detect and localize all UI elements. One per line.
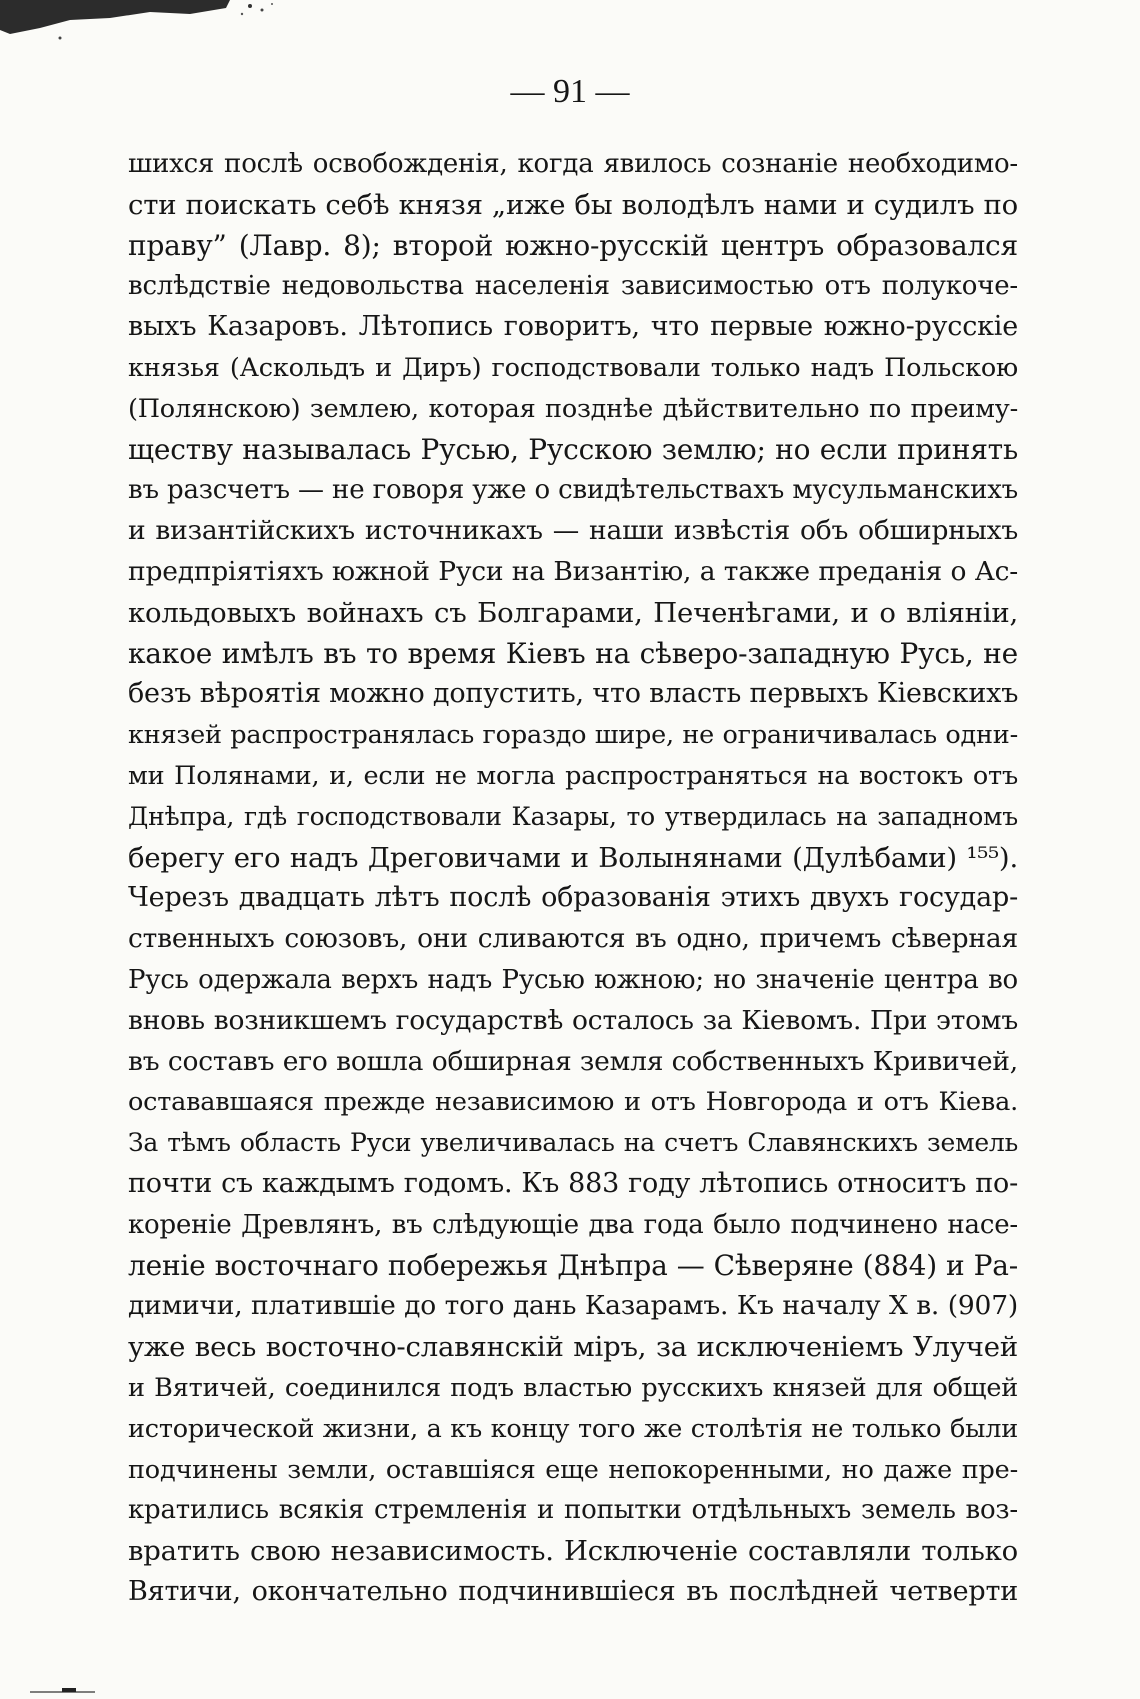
text-line: Вятичи, окончательно подчинившіеся въ послѣдней четверти bbox=[128, 1575, 1018, 1607]
text-line: безъ вѣроятія можно допустить, что власть первыхъ Кіевскихъ bbox=[128, 678, 1018, 710]
text-line: уже весь восточно-славянскій міръ, за исключеніемъ Улучей bbox=[128, 1331, 1018, 1364]
text-line: За тѣмъ область Руси увеличивалась на счетъ Славянскихъ земель bbox=[128, 1128, 1018, 1158]
text-line: остававшаяся прежде независимою и отъ Новгорода и отъ Кіева. bbox=[128, 1087, 1018, 1118]
body-text bbox=[128, 144, 1018, 1613]
text-line: берегу его надъ Дреговичами и Волынянами (Дулѣбами) ¹⁵⁵). bbox=[128, 841, 1018, 874]
text-line: князей распространялась гораздо шире, не ограничивалась одни- bbox=[128, 720, 1018, 751]
text-line: сти поискать себѣ князя „иже бы володѣлъ нами и судилъ по bbox=[128, 188, 1018, 221]
text-line: ми Полянами, и, если не могла распространяться на востокъ отъ bbox=[128, 760, 1018, 791]
page-number: — 91 — bbox=[510, 73, 630, 110]
text-line: Русь одержала верхъ надъ Русью южною; но значеніе центра во bbox=[128, 964, 1018, 995]
text-line: вратить свою независимость. Исключеніе составляли только bbox=[128, 1535, 1018, 1568]
text-line: въ разсчетъ — не говоря уже о свидѣтельствахъ мусульманскихъ bbox=[128, 475, 1018, 506]
text-line: ществу называлась Русью, Русскою землю; но если принять bbox=[128, 432, 1018, 466]
text-line: ственныхъ союзовъ, они сливаются въ одно, причемъ сѣверная bbox=[128, 923, 1018, 955]
text-line: исторической жизни, а къ концу того же столѣтія не только были bbox=[128, 1413, 1018, 1444]
text-line: и Вятичей, соединился подъ властью русскихъ князей для общей bbox=[128, 1372, 1018, 1403]
text-line: почти съ каждымъ годомъ. Къ 883 году лѣтопись относитъ по- bbox=[128, 1167, 1018, 1199]
text-line: праву” (Лавр. 8); второй южно-русскій центръ образовался bbox=[128, 228, 1018, 262]
text-line: какое имѣлъ въ то время Кіевъ на сѣверо-западную Русь, не bbox=[128, 636, 1018, 670]
text-line: Днѣпра, гдѣ господствовали Казары, то утвердилась на западномъ bbox=[128, 801, 1018, 831]
text-line: предпріятіяхъ южной Руси на Византію, а также преданія о Ас- bbox=[128, 555, 1018, 587]
text-line: шихся послѣ освобожденія, когда явилось сознаніе необходимо- bbox=[128, 149, 1018, 179]
text-line: въ составъ его вошла обширная земля собственныхъ Кривичей, bbox=[128, 1045, 1018, 1077]
text-line: кольдовыхъ войнахъ съ Болгарами, Печенѣгами, и о вліяніи, bbox=[128, 596, 1018, 629]
text-line: леніе восточнаго побережья Днѣпра — Сѣверяне (884) и Ра- bbox=[128, 1248, 1018, 1282]
text-line: и византійскихъ источникахъ — наши извѣстія объ обширныхъ bbox=[128, 515, 1018, 547]
text-line: кореніе Древлянъ, въ слѣдующіе два года было подчинено насе- bbox=[128, 1209, 1018, 1240]
text-line: кратились всякія стремленія и попытки отдѣльныхъ земель воз- bbox=[128, 1495, 1018, 1526]
margin-mark bbox=[0, 1682, 140, 1699]
text-line: (Полянскою) землею, которая позднѣе дѣйствительно по преиму- bbox=[128, 393, 1018, 424]
text-line: вновь возникшемъ государствѣ осталось за Кіевомъ. При этомъ bbox=[128, 1004, 1018, 1036]
text-line: подчинены земли, оставшіяся еще непокоренными, но даже пре- bbox=[128, 1454, 1018, 1485]
text-line: выхъ Казаровъ. Лѣтопись говоритъ, что первые южно-русскіе bbox=[128, 311, 1018, 343]
print-smudge bbox=[0, 0, 300, 40]
text-line: вслѣдствіе недовольства населенія зависимостью отъ полукоче- bbox=[128, 271, 1018, 302]
text-line: Черезъ двадцать лѣтъ послѣ образованія этихъ двухъ государ- bbox=[128, 882, 1018, 914]
text-line: димичи, платившіе до того дань Казарамъ. Къ началу X в. (907) bbox=[128, 1290, 1018, 1322]
text-line: князья (Аскольдъ и Диръ) господствовали только надъ Польскою bbox=[128, 352, 1018, 383]
